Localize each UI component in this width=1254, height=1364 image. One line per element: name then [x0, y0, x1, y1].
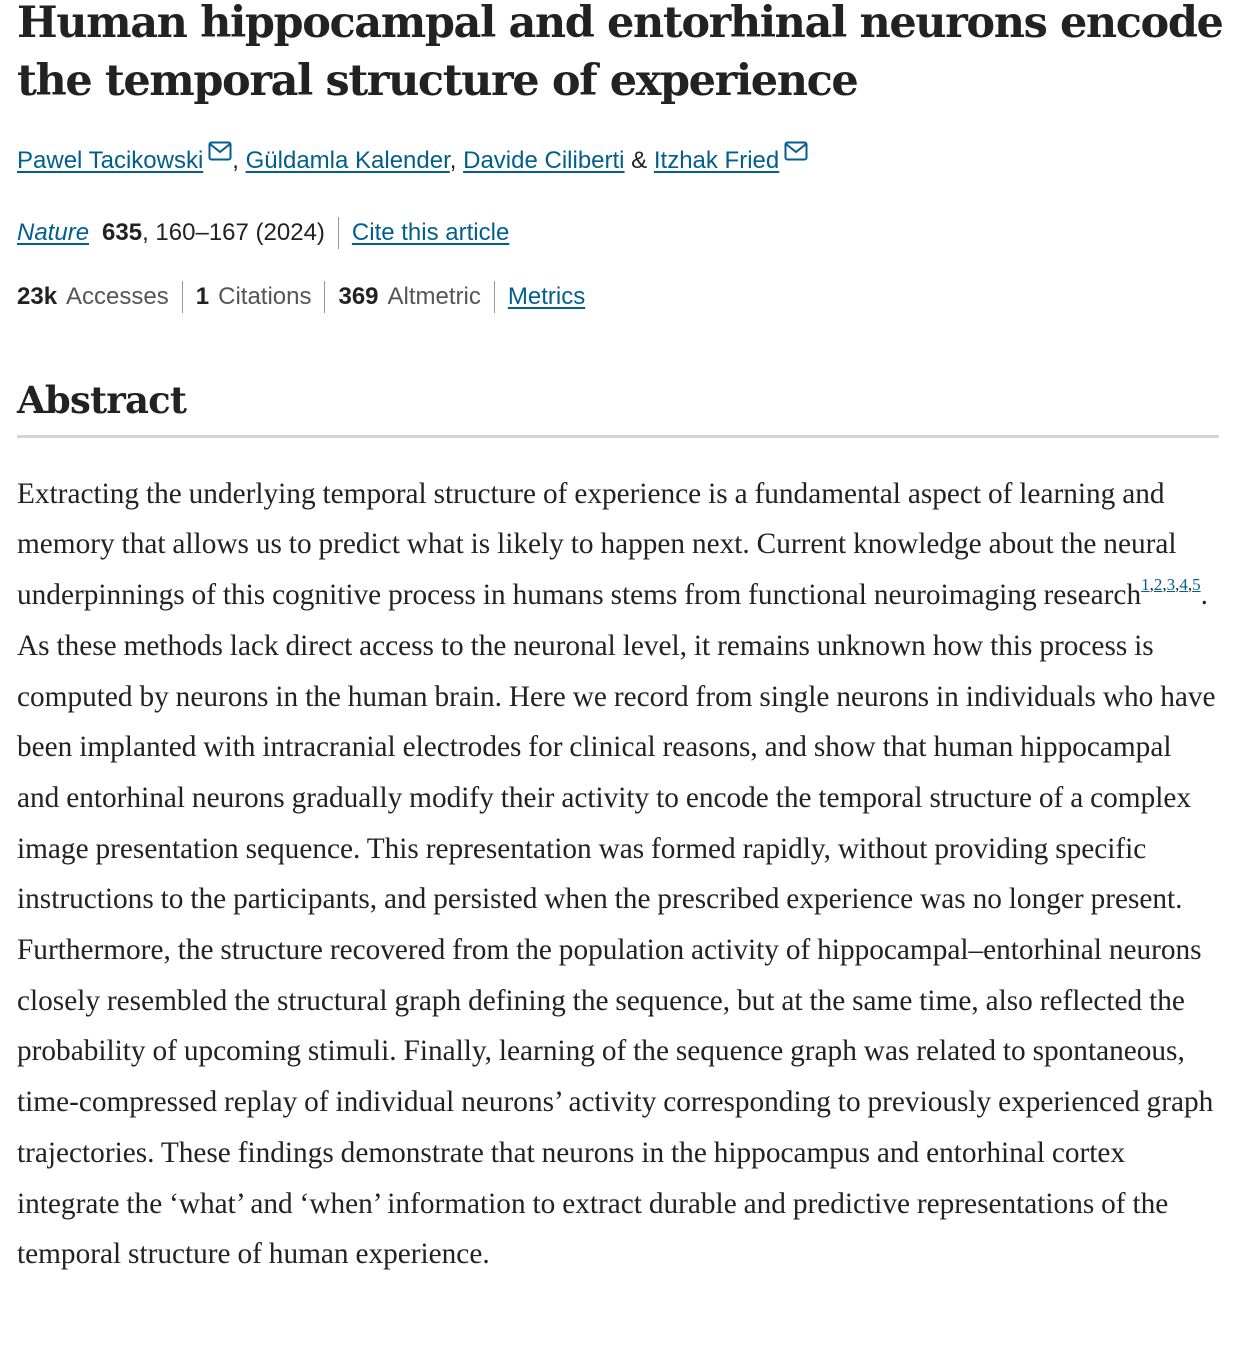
- article-metrics: [17, 281, 1219, 313]
- author-separator: &: [624, 147, 654, 174]
- reference-link-4[interactable]: 4: [1179, 575, 1188, 595]
- author-link-2[interactable]: Güldamla Kalender: [245, 147, 450, 174]
- pages-year: , 160–167 (2024): [142, 219, 325, 246]
- email-icon[interactable]: [784, 141, 808, 161]
- cite-article-link[interactable]: Cite this article: [351, 219, 510, 246]
- abstract-heading: Abstract: [17, 377, 1219, 438]
- divider: [338, 217, 339, 249]
- volume-number: 635: [102, 219, 143, 246]
- altmetric-score: 369: [338, 283, 379, 310]
- abstract-text: [17, 469, 1219, 1280]
- divider: [324, 281, 325, 313]
- article-page: [17, 0, 1223, 1309]
- author-separator: ,: [232, 147, 246, 174]
- metrics-link[interactable]: Metrics: [507, 283, 586, 310]
- citations-label: Citations: [218, 283, 312, 310]
- citation-line: [17, 217, 1219, 249]
- reference-link-3[interactable]: 3: [1166, 575, 1176, 595]
- divider: [182, 281, 183, 313]
- accesses-label: Accesses: [66, 283, 169, 310]
- journal-link[interactable]: Nature: [17, 219, 90, 246]
- citations-count: 1: [195, 283, 210, 310]
- divider: [494, 281, 495, 313]
- abstract-text-part-1: Extracting the underlying temporal structure of experience is a fundamental aspect of learning and memory that allows us to predict what is likely to happen next. Current knowledge about the neural underpinnings of this cognitive process in humans stems from functional neuroimaging research: [17, 477, 1177, 612]
- author-link-3[interactable]: Davide Ciliberti: [463, 147, 625, 174]
- author-separator: ,: [449, 147, 464, 174]
- reference-link-2[interactable]: 2: [1153, 575, 1163, 595]
- article-title: Human hippocampal and entorhinal neurons encode the temporal structure of experience: [17, 0, 1223, 106]
- reference-list: 1,2,3,4,5: [1141, 575, 1201, 595]
- reference-link-5[interactable]: 5: [1192, 575, 1201, 595]
- author-link-1[interactable]: Pawel Tacikowski: [17, 147, 204, 174]
- author-list: [17, 141, 1219, 177]
- abstract-text-part-2: . As these methods lack direct access to the neuronal level, it remains unknown how this process is computed by neurons in the human brain. Here we record from single neurons in individuals who have been implanted with intracranial electrodes for clinical reasons, and show that human hippocampal and entorhinal neurons gradually modify their activity to encode the temporal structure of a complex image presentation sequence. This representation was formed rapidly, without providing specific instructions to the participants, and persisted when the prescribed experience was no longer present. Furthermore, the structure recovered from the population activity of hippocampal–entorhinal neurons closely resembled the structural graph defining the sequence, but at the same time, also reflected the probability of upcoming stimuli. Finally, learning of the sequence graph was related to spontaneous, time-compressed replay of individual neurons’ activity corresponding to previously experienced graph trajectories. These findings demonstrate that neurons in the hippocampus and entorhinal cortex integrate the ‘what’ and ‘when’ information to extract durable and predictive representations of the temporal structure of human experience.: [17, 579, 1216, 1271]
- reference-link-1[interactable]: 1: [1141, 575, 1150, 595]
- author-link-4[interactable]: Itzhak Fried: [653, 147, 780, 174]
- email-icon[interactable]: [208, 141, 232, 161]
- accesses-count: 23k: [17, 283, 58, 310]
- altmetric-label: Altmetric: [387, 283, 481, 310]
